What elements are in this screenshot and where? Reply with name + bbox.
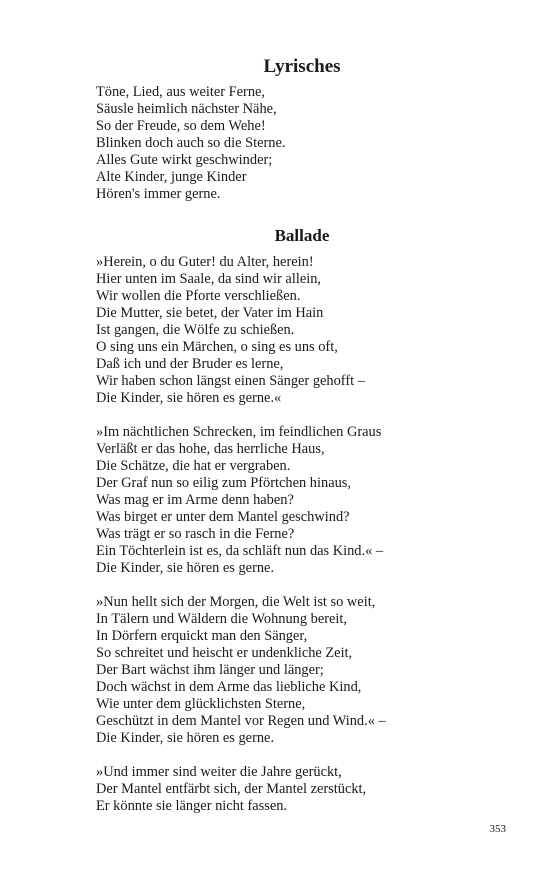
page-number: 353 [489, 823, 506, 835]
poem-line: Ist gangen, die Wölfe zu schießen. [96, 322, 295, 338]
poem-line: Verläßt er das hohe, das herrliche Haus, [96, 441, 325, 457]
poem-line: »Nun hellt sich der Morgen, die Welt ist so weit, [96, 594, 376, 610]
poem-line: Was trägt er so rasch in die Ferne? [96, 526, 295, 542]
poem-line: Alte Kinder, junge Kinder [96, 169, 247, 185]
poem-line: »Und immer sind weiter die Jahre gerückt, [96, 764, 342, 780]
poem-line: O sing uns ein Märchen, o sing es uns oft, [96, 339, 338, 355]
poem-line: Er könnte sie länger nicht fassen. [96, 798, 288, 814]
poem-title-ballade: Ballade [274, 226, 330, 245]
poem-line: Die Mutter, sie betet, der Vater im Hain [96, 305, 324, 321]
poem-line: Geschützt in dem Mantel vor Regen und Wind.« – [96, 713, 386, 729]
poem-line: Doch wächst in dem Arme das liebliche Kind, [96, 679, 362, 695]
poem-line: »Im nächtlichen Schrecken, im feindlichen Graus [96, 424, 382, 440]
poem-line: So der Freude, so dem Wehe! [96, 118, 266, 134]
poem-line: Hören's immer gerne. [96, 186, 221, 202]
poem-line: Hier unten im Saale, da sind wir allein, [96, 271, 321, 287]
poem-line: Der Graf nun so eilig zum Pförtchen hinaus, [96, 475, 351, 491]
poem-line: So schreitet und heischt er undenkliche Zeit, [96, 645, 353, 661]
poem-line: Was mag er im Arme denn haben? [96, 492, 294, 508]
poem-title-lyrisches: Lyrisches [263, 56, 341, 77]
poem-lyrisches-lines [96, 84, 285, 203]
ballade-stanza-2 [96, 424, 383, 577]
poem-line: Die Schätze, die hat er vergraben. [96, 458, 291, 474]
poem-line: In Tälern und Wäldern die Wohnung bereit, [96, 611, 348, 627]
poem-line: Die Kinder, sie hören es gerne.« [96, 390, 282, 406]
poem-line: Daß ich und der Bruder es lerne, [96, 356, 284, 372]
poem-line: Die Kinder, sie hören es gerne. [96, 560, 275, 576]
poem-line: Was birget er unter dem Mantel geschwind? [96, 509, 350, 525]
poem-line: Der Bart wächst ihm länger und länger; [96, 662, 324, 678]
poem-line: Wie unter dem glücklichsten Sterne, [96, 696, 306, 712]
poem-line: Wir haben schon längst einen Sänger gehofft – [96, 373, 365, 389]
poem-line: Alles Gute wirkt geschwinder; [96, 152, 273, 168]
poem-line: Töne, Lied, aus weiter Ferne, [96, 84, 266, 100]
ballade-stanza-4 [96, 764, 366, 815]
poem-line: In Dörfern erquickt man den Sänger, [96, 628, 308, 644]
ballade-stanza-1 [96, 254, 365, 407]
poem-line: Die Kinder, sie hören es gerne. [96, 730, 275, 746]
poem-line: »Herein, o du Guter! du Alter, herein! [96, 254, 314, 270]
ballade-stanza-3 [96, 594, 386, 747]
poem-line: Blinken doch auch so die Sterne. [96, 135, 286, 151]
poem-line: Ein Töchterlein ist es, da schläft nun das Kind.« – [96, 543, 384, 559]
poem-line: Der Mantel entfärbt sich, der Mantel zerstückt, [96, 781, 367, 797]
poem-line: Wir wollen die Pforte verschließen. [96, 288, 301, 304]
poem-line: Säusle heimlich nächster Nähe, [96, 101, 277, 117]
